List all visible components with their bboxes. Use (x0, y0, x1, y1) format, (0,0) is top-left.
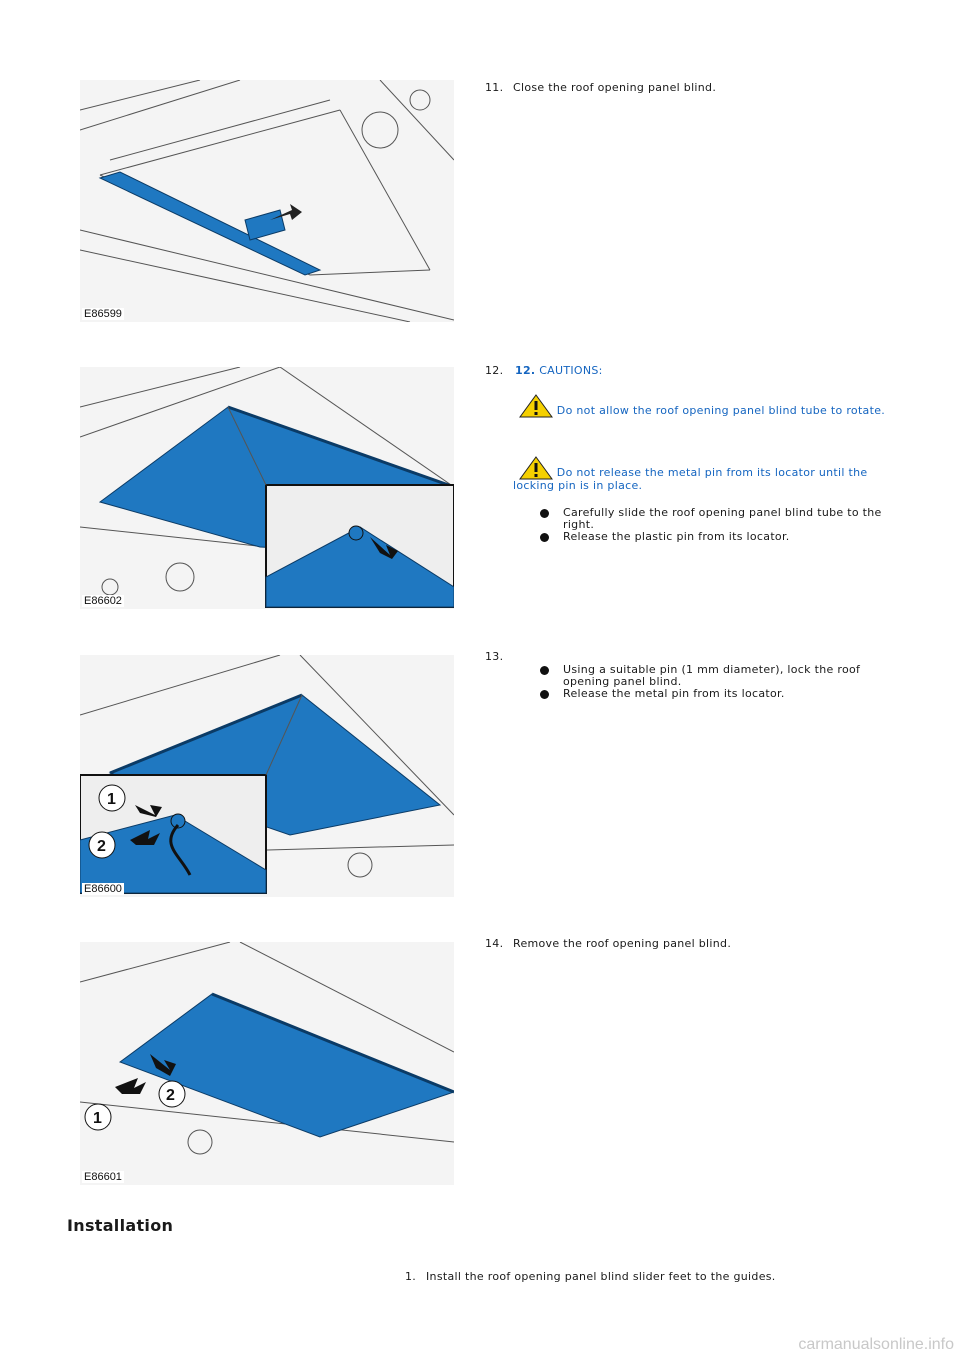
bullet-item: Carefully slide the roof opening panel blind tube to the right. (540, 507, 885, 531)
figure-step-11 (80, 80, 454, 322)
step-text: Remove the roof opening panel blind. (513, 937, 732, 950)
bullet-list (540, 507, 885, 543)
bullet-list (540, 664, 885, 700)
callout-2: 2 (166, 1087, 175, 1104)
roof-blind-illustration (80, 367, 454, 609)
step-number: 14. (485, 937, 504, 950)
step-number: 1. (405, 1270, 417, 1283)
figure-step-14 (80, 942, 454, 1185)
step-text: Close the roof opening panel blind. (513, 81, 717, 94)
figure-code: E86599 (84, 308, 122, 320)
bullet-item: Release the metal pin from its locator. (540, 688, 885, 700)
figure-step-12 (80, 367, 454, 609)
step-number: 11. (485, 81, 504, 94)
callout-1: 1 (107, 791, 116, 808)
caution-note (513, 456, 893, 492)
cautions-heading-number: 12. (515, 364, 536, 377)
warning-triangle-icon (519, 394, 553, 418)
figure-code: E86600 (84, 883, 122, 895)
bullet-item: Release the plastic pin from its locator. (540, 531, 885, 543)
watermark: carmanualsonline.info (798, 1336, 954, 1353)
caution-text: Do not release the metal pin from its locator until the locking pin is in place. (513, 466, 868, 492)
step-number: 12. (485, 364, 504, 377)
figure-code: E86602 (84, 595, 122, 607)
figure-code: E86601 (84, 1171, 122, 1183)
roof-blind-illustration (80, 80, 454, 322)
step-text: Install the roof opening panel blind slider feet to the guides. (426, 1270, 776, 1283)
callout-1: 1 (93, 1110, 102, 1127)
cautions-heading-label: CAUTIONS: (539, 364, 603, 377)
warning-triangle-icon (519, 456, 553, 480)
section-title-installation: Installation (67, 1216, 174, 1235)
roof-blind-illustration (80, 942, 454, 1185)
caution-note (513, 394, 893, 418)
step-number: 13. (485, 650, 504, 663)
roof-blind-illustration (80, 655, 454, 897)
cautions-heading (515, 364, 603, 377)
figure-step-13 (80, 655, 454, 897)
callout-2: 2 (97, 838, 106, 855)
bullet-item: Using a suitable pin (1 mm diameter), lock the roof opening panel blind. (540, 664, 885, 688)
caution-text: Do not allow the roof opening panel blind tube to rotate. (556, 404, 886, 417)
